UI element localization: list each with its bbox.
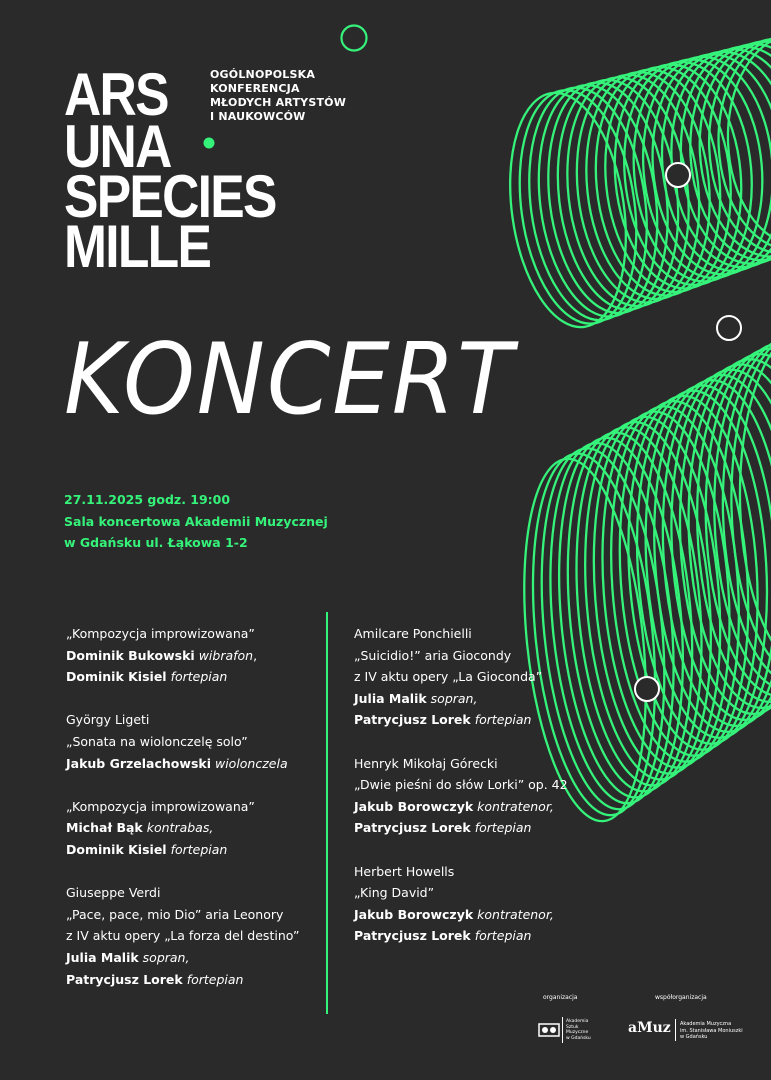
instrument: fortepian [186,971,244,987]
program-text: , [253,647,258,663]
program-line [354,904,568,926]
event-info [64,489,328,554]
instrument: fortepian [170,669,228,685]
program-line [354,774,568,796]
program-line [66,947,299,969]
performer-name: Julia Malik [66,949,139,965]
performer-name: Dominik Bukowski [66,647,195,663]
performer-name: Julia Malik [354,690,427,706]
performer-name: Patrycjusz Lorek [354,820,471,836]
outline-dot-top [342,26,367,51]
program-line [66,839,299,861]
headline: KONCERT [64,323,515,437]
conference-subtitle [210,68,346,124]
co-organizer-logo-text: Akademia Muzyczna im. Stanisława Moniuszki w Gdańsku [680,1021,743,1040]
event-venue-line-2: w Gdańsku ul. Łąkowa 1-2 [64,535,248,550]
event-venue-line-1: Sala koncertowa Akademii Muzycznej [64,513,328,529]
subtitle-line: I NAUKOWCÓW [210,110,306,123]
logo-separator [675,1019,676,1041]
program-text: „Dwie pieśni do słów Lorki” op. 42 [354,777,568,793]
program-line [354,861,568,883]
program-line [66,969,299,991]
performer-name: Michał Bąk [66,820,143,836]
performer-name: Dominik Kisiel [66,669,167,685]
instrument: fortepian [474,928,532,944]
program-line [66,623,299,645]
subtitle-line: KONFERENCJA [210,82,300,95]
event-datetime: 27.11.2025 godz. 19:00 [64,492,231,507]
white-ring-1 [666,163,690,187]
subtitle-line: MŁODYCH ARTYSTÓW [210,96,347,109]
program-gap [354,839,568,861]
program-text: z IV aktu opery „La forza del destino” [66,928,300,944]
program-line [354,817,568,839]
instrument: fortepian [170,841,228,857]
program-line [354,645,568,667]
performer-name: Jakub Borowczyk [354,798,474,814]
column-divider [326,612,328,1014]
subtitle-line: OGÓLNOPOLSKA [210,68,316,81]
program-right-column [354,623,568,947]
program-text: z IV aktu opery „La Gioconda” [354,669,543,685]
program-text: Henryk Mikołaj Górecki [354,755,498,771]
program-line [66,666,299,688]
title-line-4: MILLE [64,213,211,280]
instrument: wiolonczela [214,755,288,771]
program-left-column [66,623,299,990]
program-line [354,925,568,947]
program-line [66,817,299,839]
program-text: „Kompozycja improwizowana” [66,626,255,641]
program-text: „Suicidio!” aria Giocondy [354,647,512,663]
instrument: wibrafon [198,647,254,663]
instrument: fortepian [474,712,532,728]
white-ring-2 [717,316,741,340]
program-line [66,796,299,818]
program-gap [66,774,299,796]
instrument: kontrabas, [146,820,214,836]
title-line-1: ARS [64,61,168,128]
organizer-logo-mark [538,1021,560,1039]
program-line [66,709,299,731]
instrument: kontratenor, [477,906,554,922]
program-line [354,688,568,710]
program-text: György Ligeti [66,712,150,728]
organizer-label: organizacja [543,994,578,1001]
program-line [354,666,568,688]
program-line [354,882,568,904]
program-line [66,645,299,667]
program-text: „Sonata na wiolonczelę solo” [66,733,248,749]
performer-name: Dominik Kisiel [66,841,167,857]
co-organizer-label: współorganizacja [655,994,707,1001]
program-line [66,882,299,904]
instrument: sopran, [142,949,190,965]
program-text: Amilcare Ponchielli [354,626,472,641]
program-line [354,753,568,775]
program-text: „Pace, pace, mio Dio” aria Leonory [66,906,284,922]
program-line [354,623,568,645]
program-line [354,796,568,818]
performer-name: Patrycjusz Lorek [66,971,183,987]
program-line [66,904,299,926]
program-gap [66,861,299,883]
performer-name: Patrycjusz Lorek [354,712,471,728]
instrument: kontratenor, [477,798,554,814]
program-line [66,753,299,775]
program-text: „Kompozycja improwizowana” [66,798,255,814]
green-dot [204,138,215,149]
performer-name: Jakub Borowczyk [354,906,474,922]
program-gap [354,731,568,753]
title-line-3: SPECIES [64,163,276,230]
program-gap [66,688,299,710]
amuz-logo-mark: aMuz [628,1020,671,1036]
program-text: „King David” [354,885,435,901]
performer-name: Patrycjusz Lorek [354,928,471,944]
title-line-2: UNA [64,113,171,180]
white-ring-3 [635,677,659,701]
program-text: Giuseppe Verdi [66,885,161,901]
program-text: Herbert Howells [354,863,455,879]
instrument: sopran, [430,690,478,706]
logo-separator [562,1017,563,1043]
program-line [66,925,299,947]
performer-name: Jakub Grzelachowski [66,755,211,771]
organizer-logo [538,1017,598,1043]
instrument: fortepian [474,820,532,836]
program-line [66,731,299,753]
co-organizer-logo [628,1017,758,1043]
organizer-logo-text: Akademia Sztuk Muzyczne w Gdańsku [566,1019,591,1041]
program-line [354,709,568,731]
